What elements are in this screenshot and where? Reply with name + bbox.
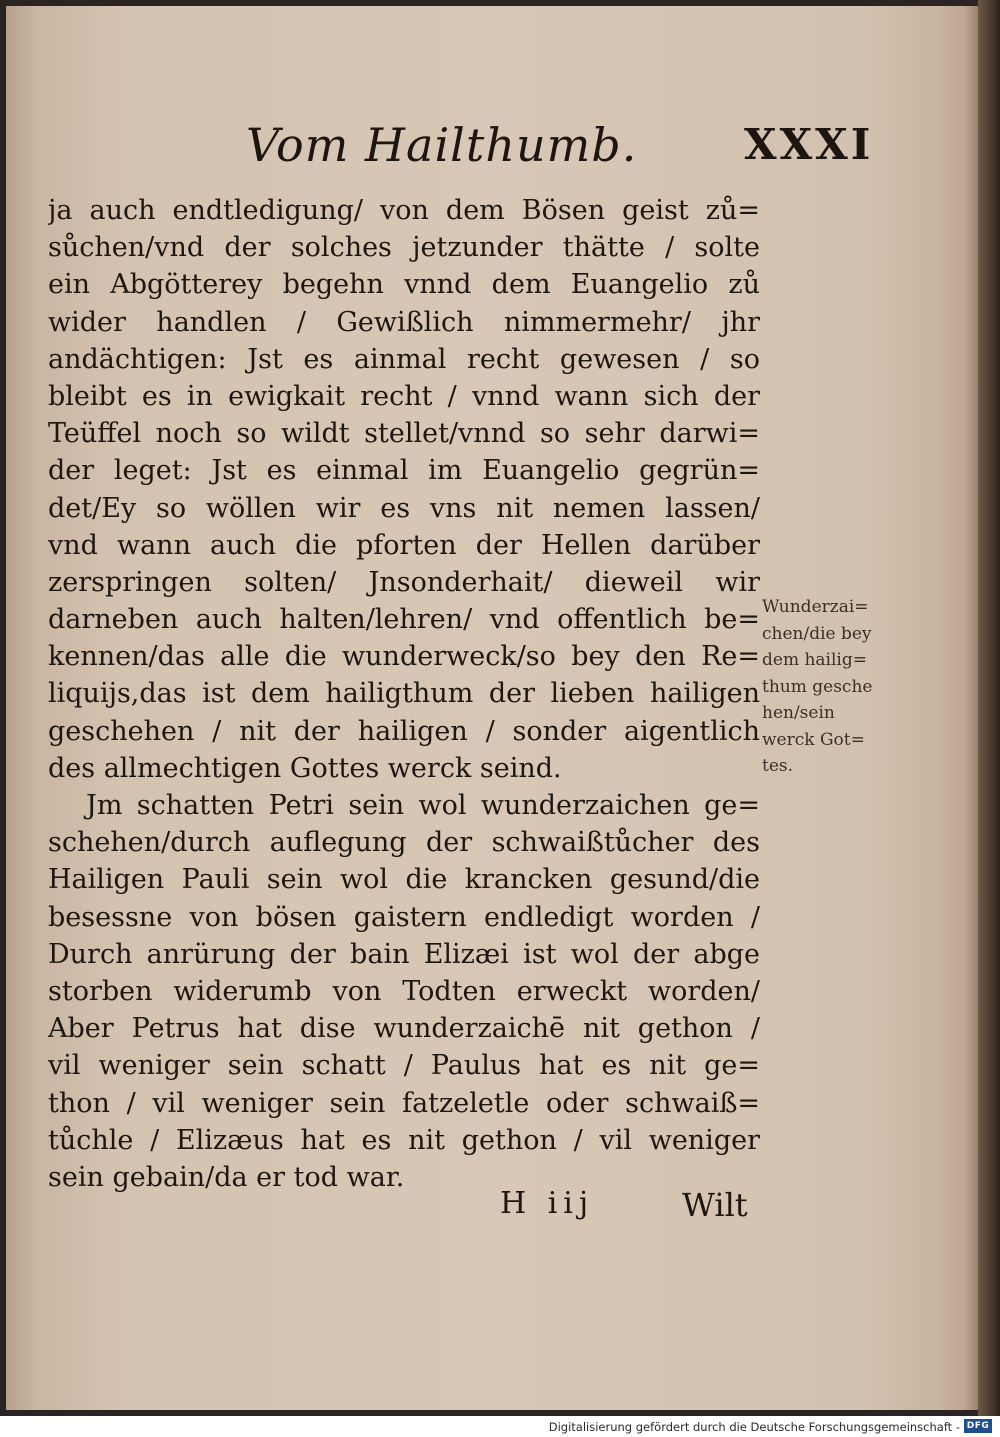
text-line: bleibt es in ewigkait recht / vnnd wann sich der xyxy=(48,380,760,412)
text-line: Aber Petrus hat dise wunderzaichē nit gethon / xyxy=(48,1013,760,1045)
text-line: der leget: Jst es einmal im Euangelio gegrün= xyxy=(48,455,760,487)
text-line: ja auch endtledigung/ von dem Bösen geist zů= xyxy=(48,195,760,226)
book-edge xyxy=(978,0,1000,1416)
footer-bar xyxy=(0,1416,1000,1437)
text-line: thon / vil weniger sein fatzeletle oder schwaiß= xyxy=(48,1087,760,1119)
text-line: des allmechtigen Gottes werck seind. xyxy=(48,752,562,784)
text-line: besessne von bösen gaistern endledigt worden / xyxy=(48,901,760,933)
text-line: sein gebain/da er tod war. xyxy=(48,1161,405,1193)
text-line: det/Ey so wöllen wir es vns nit nemen lassen/ xyxy=(48,492,760,524)
text-line: Hailigen Pauli sein wol die krancken gesund/die xyxy=(48,864,760,896)
margin-note-line: hen/sein xyxy=(762,703,835,723)
folio-number: XXXI xyxy=(744,120,874,169)
catchword: Wilt xyxy=(682,1186,748,1224)
text-line: kennen/das alle die wunderweck/so bey den Re= xyxy=(48,641,760,673)
margin-note-line: werck Got= xyxy=(762,729,865,750)
text-line: sůchen/vnd der solches jetzunder thätte / solte xyxy=(48,232,760,264)
text-line: wider handlen / Gewißlich nimmermehr/ jhr xyxy=(48,306,760,338)
text-line: tůchle / Elizæus hat es nit gethon / vil weniger xyxy=(48,1124,760,1156)
text-line: zerspringen solten/ Jnsonderhait/ dieweil wir xyxy=(48,566,760,598)
signature-mark: H iij xyxy=(500,1186,595,1221)
margin-note-line: chen/die bey xyxy=(762,623,872,644)
text-line: vil weniger sein schatt / Paulus hat es nit ge= xyxy=(48,1050,760,1082)
text-line: darneben auch halten/lehren/ vnd offentlich be= xyxy=(48,604,760,636)
text-line: schehen/durch auflegung der schwaißtůcher des xyxy=(48,827,760,859)
text-line: vnd wann auch die pforten der Hellen darüber xyxy=(48,529,760,561)
margin-note-line: Wunderzai= xyxy=(762,597,869,617)
running-head: Vom Hailthumb. xyxy=(246,118,638,172)
text-line: liquijs,das ist dem hailigthum der lieben hailigen xyxy=(48,678,760,710)
text-line: Jm schatten Petri sein wol wunderzaichen ge= xyxy=(86,790,760,821)
text-line: Teüffel noch so wildt stellet/vnnd so sehr darwi= xyxy=(48,418,760,450)
margin-note xyxy=(762,594,892,780)
dfg-logo-icon: DFG xyxy=(964,1419,992,1433)
margin-note-line: thum gesche xyxy=(762,676,873,697)
body-text xyxy=(48,192,760,1196)
text-line: Durch anrürung der bain Elizæi ist wol der abge xyxy=(48,938,760,970)
funding-credit: Digitalisierung gefördert durch die Deutsche Forschungsgemeinschaft - xyxy=(548,1420,960,1434)
text-line: geschehen / nit der hailigen / sonder aigentlich xyxy=(48,715,760,747)
margin-note-line: tes. xyxy=(762,756,794,776)
text-line: storben widerumb von Todten erweckt worden/ xyxy=(48,975,760,1007)
book-page xyxy=(6,6,978,1410)
text-line: ein Abgötterey begehn vnnd dem Euangelio zů xyxy=(48,269,760,301)
text-line: andächtigen: Jst es ainmal recht gewesen / so xyxy=(48,343,760,375)
margin-note-line: dem hailig= xyxy=(762,650,867,670)
